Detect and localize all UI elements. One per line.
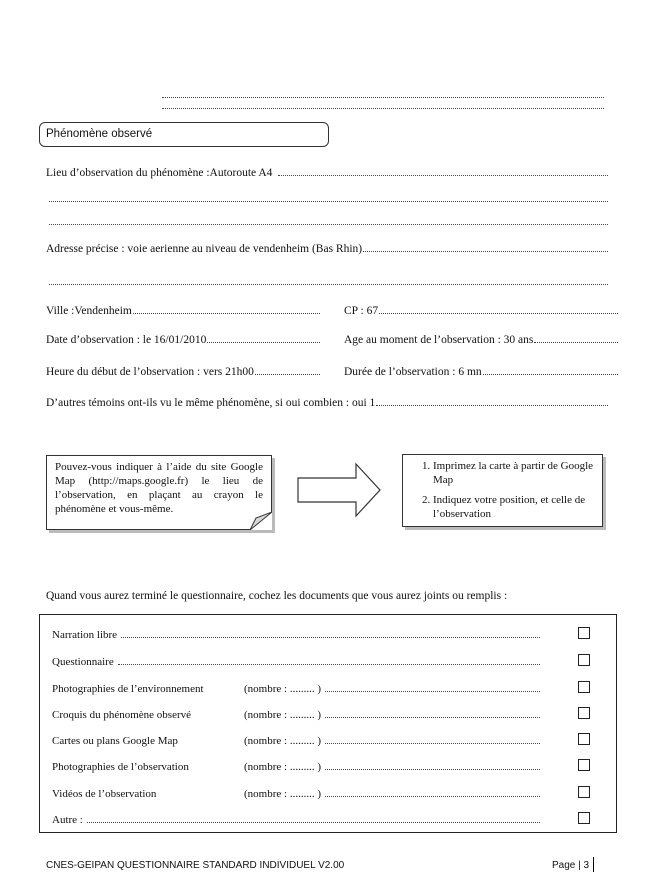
checklist-item-questionnaire: [52, 654, 540, 668]
steps-list: [411, 459, 594, 521]
checklist-label: Autre :: [52, 814, 83, 826]
folded-corner-icon: [250, 512, 272, 530]
right-arrow-icon: [296, 462, 384, 518]
checklist-label: Vidéos de l’observation: [52, 788, 157, 800]
cp-label: CP : 67: [344, 305, 379, 317]
ville-field[interactable]: [46, 305, 320, 317]
checkbox-cartes[interactable]: [578, 733, 590, 745]
documents-checklist: [39, 614, 617, 833]
checkbox-questionnaire[interactable]: [578, 654, 590, 666]
duree-label: Durée de l’observation : 6 mn: [344, 366, 482, 378]
checklist-item-videos: [52, 786, 540, 800]
lieu-dotted-line-3[interactable]: [49, 224, 608, 225]
checklist-label: Cartes ou plans Google Map: [52, 735, 178, 747]
step-item: 1. Imprimez la carte à partir de Google Map: [433, 459, 594, 487]
cp-field[interactable]: [344, 305, 618, 317]
adresse-label: Adresse précise : voie aerienne au niveau de vendenheim (Bas Rhin): [46, 243, 363, 255]
checklist-label: Questionnaire: [52, 656, 114, 668]
checklist-count: (nombre : ......... ): [244, 788, 321, 800]
lieu-label: Lieu d’observation du phénomène :Autoroute A4: [46, 167, 273, 179]
checklist-title: Quand vous aurez terminé le questionnaire, cochez les documents que vous aurez joints ou remplis :: [46, 590, 508, 602]
section-title: Phénomène observé: [46, 128, 153, 140]
heure-label: Heure du début de l’observation : vers 21h00: [46, 366, 254, 378]
checkbox-autre[interactable]: [578, 812, 590, 824]
checklist-label: Photographies de l’environnement: [52, 683, 204, 695]
checklist-item-narration: [52, 627, 540, 641]
steps-box: [402, 454, 603, 527]
checkbox-narration[interactable]: [578, 627, 590, 639]
checklist-count: (nombre : ......... ): [244, 709, 321, 721]
date-label: Date d’observation : le 16/01/2010: [46, 334, 207, 346]
checklist-label: Narration libre: [52, 629, 118, 641]
temoins-field[interactable]: [46, 397, 608, 409]
checklist-count: (nombre : ......... ): [244, 761, 321, 773]
checklist-count: (nombre : ......... ): [244, 735, 321, 747]
checklist-item-cartes: [52, 733, 540, 747]
checklist-label: Photographies de l’observation: [52, 761, 189, 773]
checkbox-videos[interactable]: [578, 786, 590, 798]
checkbox-croquis[interactable]: [578, 707, 590, 719]
temoins-label: D’autres témoins ont-ils vu le même phénomène, si oui combien : oui 1: [46, 397, 376, 409]
age-label: Age au moment de l’observation : 30 ans: [344, 334, 534, 346]
lieu-dotted-line-2[interactable]: [49, 201, 608, 202]
checklist-count: (nombre : ......... ): [244, 683, 321, 695]
age-field[interactable]: [344, 334, 618, 346]
adresse-field[interactable]: [46, 243, 608, 255]
footer-cursor-bar: [593, 857, 594, 872]
top-dotted-line-2: [162, 108, 604, 109]
heure-field[interactable]: [46, 366, 320, 378]
checkbox-photos-obs[interactable]: [578, 759, 590, 771]
map-instruction-note: [46, 455, 272, 530]
map-instruction-text: Pouvez-vous indiquer à l’aide du site Google Map (http://maps.google.fr) le lieu de l’observation, en plaçant au crayon le phénomène et vous-même.: [55, 461, 263, 515]
footer-document-title: CNES-GEIPAN QUESTIONNAIRE STANDARD INDIVIDUEL V2.00: [46, 860, 345, 871]
duree-field[interactable]: [344, 366, 618, 378]
footer-page-number: Page | 3: [552, 860, 590, 871]
ville-label: Ville :Vendenheim: [46, 305, 132, 317]
top-dotted-line-1: [162, 97, 604, 98]
date-field[interactable]: [46, 334, 320, 346]
checklist-item-photos-env: [52, 681, 540, 695]
checklist-item-autre: [52, 812, 540, 826]
checklist-item-croquis: [52, 707, 540, 721]
lieu-field[interactable]: [46, 167, 608, 179]
checklist-item-photos-obs: [52, 759, 540, 773]
step-item: 2. Indiquez votre position, et celle de l’observation: [433, 493, 594, 521]
checkbox-photos-env[interactable]: [578, 681, 590, 693]
checklist-label: Croquis du phénomène observé: [52, 709, 191, 721]
adresse-dotted-line-2[interactable]: [49, 284, 608, 285]
section-title-box: [39, 122, 329, 147]
